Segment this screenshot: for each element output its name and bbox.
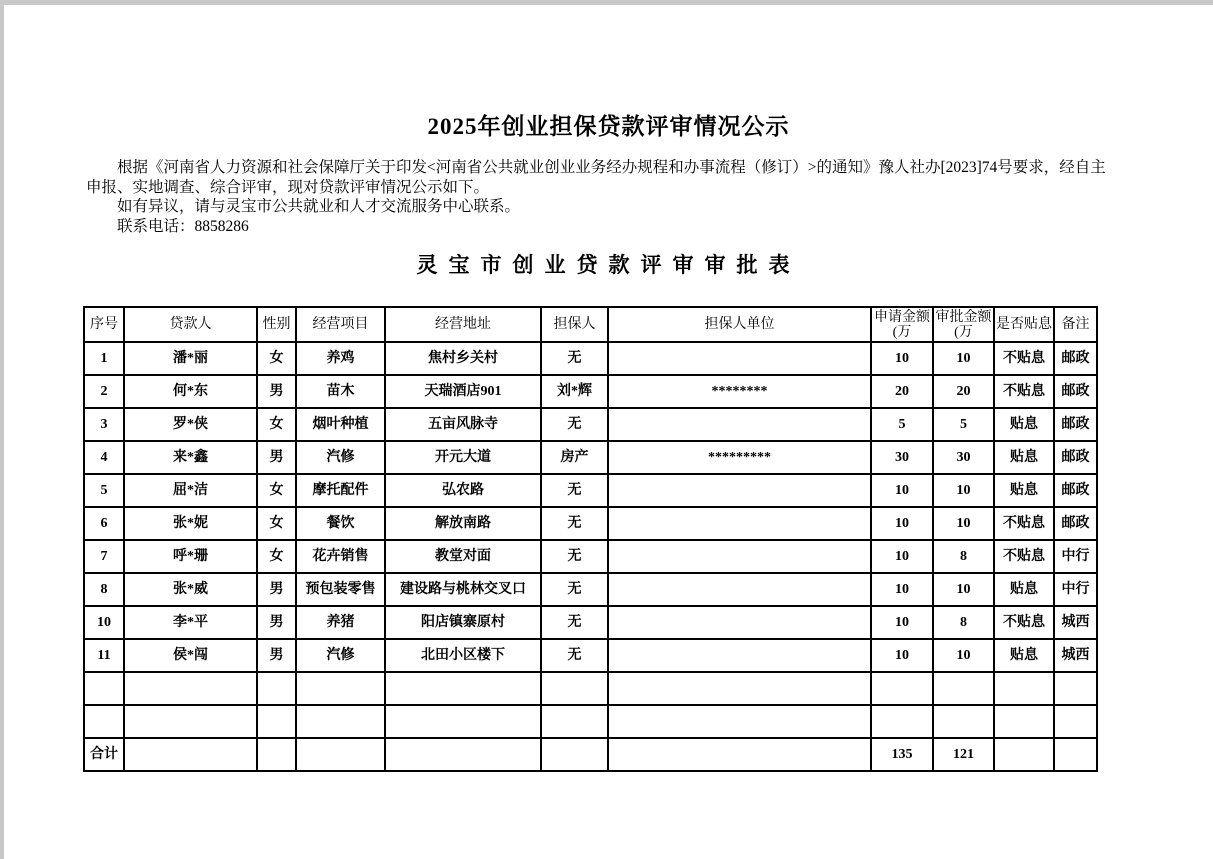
table-row — [84, 408, 1097, 441]
table-cell: 中行 — [1054, 573, 1097, 606]
table-cell: 苗木 — [296, 375, 385, 408]
table-cell: 8 — [933, 606, 994, 639]
table-cell — [124, 705, 257, 738]
table-cell: 7 — [84, 540, 124, 573]
table-cell: 无 — [541, 573, 608, 606]
table-cell: 刘*辉 — [541, 375, 608, 408]
table-cell: 无 — [541, 639, 608, 672]
table-cell — [257, 672, 296, 705]
table-cell: 无 — [541, 342, 608, 375]
table-cell — [608, 606, 871, 639]
table-cell: 10 — [933, 573, 994, 606]
table-cell: 五亩风脉寺 — [385, 408, 541, 441]
column-header: 贷款人 — [124, 307, 257, 342]
table-cell: 男 — [257, 606, 296, 639]
table-cell — [257, 738, 296, 771]
loan-approval-table — [83, 306, 1098, 772]
table-cell: 烟叶种植 — [296, 408, 385, 441]
column-header: 备注 — [1054, 307, 1097, 342]
table-cell: 不贴息 — [994, 606, 1054, 639]
table-cell: 养猪 — [296, 606, 385, 639]
table-cell — [296, 705, 385, 738]
table-cell: 不贴息 — [994, 507, 1054, 540]
table-cell: 李*平 — [124, 606, 257, 639]
table-cell — [84, 705, 124, 738]
table-cell — [1054, 672, 1097, 705]
table-cell — [994, 705, 1054, 738]
table-cell — [608, 408, 871, 441]
table-cell — [994, 672, 1054, 705]
table-cell — [385, 672, 541, 705]
table-cell: 男 — [257, 573, 296, 606]
table-cell: 汽修 — [296, 639, 385, 672]
table-row — [84, 540, 1097, 573]
column-header: 序号 — [84, 307, 124, 342]
table-cell: 3 — [84, 408, 124, 441]
table-cell: 贴息 — [994, 474, 1054, 507]
table-cell: 男 — [257, 375, 296, 408]
table-row — [84, 606, 1097, 639]
table-cell: 20 — [933, 375, 994, 408]
table-cell: 邮政 — [1054, 408, 1097, 441]
table-cell: 10 — [871, 639, 933, 672]
table-cell: 贴息 — [994, 639, 1054, 672]
table-cell: 餐饮 — [296, 507, 385, 540]
table-cell: 花卉销售 — [296, 540, 385, 573]
table-cell: 30 — [933, 441, 994, 474]
header-row — [84, 307, 1097, 342]
table-cell: 预包装零售 — [296, 573, 385, 606]
table-cell — [608, 639, 871, 672]
table-cell: 何*东 — [124, 375, 257, 408]
table-cell: 女 — [257, 540, 296, 573]
table-cell: 邮政 — [1054, 375, 1097, 408]
table-cell: 121 — [933, 738, 994, 771]
table-cell: 潘*丽 — [124, 342, 257, 375]
table-cell — [994, 738, 1054, 771]
table-cell: 20 — [871, 375, 933, 408]
document-title: 2025年创业担保贷款评审情况公示 — [427, 114, 790, 139]
table-cell: 教堂对面 — [385, 540, 541, 573]
table-cell: 罗*侠 — [124, 408, 257, 441]
document-page — [4, 5, 1213, 772]
table-row — [84, 342, 1097, 375]
table-cell: 张*威 — [124, 573, 257, 606]
total-row — [84, 738, 1097, 771]
table-cell: 中行 — [1054, 540, 1097, 573]
table-cell: 开元大道 — [385, 441, 541, 474]
table-cell: 贴息 — [994, 408, 1054, 441]
table-cell: 10 — [871, 606, 933, 639]
table-cell: 摩托配件 — [296, 474, 385, 507]
table-cell: 30 — [871, 441, 933, 474]
table-cell — [1054, 705, 1097, 738]
table-cell: 无 — [541, 474, 608, 507]
table-cell — [608, 474, 871, 507]
table-cell: 5 — [933, 408, 994, 441]
contact-line: 联系电话：8858286 — [117, 217, 249, 235]
table-cell — [871, 705, 933, 738]
table-cell: 无 — [541, 408, 608, 441]
table-cell — [933, 672, 994, 705]
table-cell: 11 — [84, 639, 124, 672]
table-cell: 5 — [84, 474, 124, 507]
table-row — [84, 705, 1097, 738]
table-cell: ********* — [608, 441, 871, 474]
table-cell: 8 — [933, 540, 994, 573]
table-cell: 无 — [541, 507, 608, 540]
table-cell: 6 — [84, 507, 124, 540]
table-cell — [541, 705, 608, 738]
notice-line: 如有异议，请与灵宝市公共就业和人才交流服务中心联系。 — [117, 198, 521, 215]
table-cell — [933, 705, 994, 738]
table-cell: 汽修 — [296, 441, 385, 474]
intro-block — [86, 158, 1109, 236]
table-cell: 不贴息 — [994, 540, 1054, 573]
table-cell: 女 — [257, 507, 296, 540]
column-header: 审批金额(万 — [933, 307, 994, 342]
table-cell: 5 — [871, 408, 933, 441]
table-cell: 养鸡 — [296, 342, 385, 375]
table-cell: 邮政 — [1054, 507, 1097, 540]
table-title: 灵宝市创业贷款评审审批表 — [416, 253, 801, 277]
table-cell — [257, 705, 296, 738]
table-cell: 邮政 — [1054, 441, 1097, 474]
column-header: 经营项目 — [296, 307, 385, 342]
table-cell: 10 — [871, 540, 933, 573]
table-cell — [608, 540, 871, 573]
table-cell: 10 — [871, 342, 933, 375]
table-cell: 10 — [871, 507, 933, 540]
table-row — [84, 474, 1097, 507]
table-cell — [296, 672, 385, 705]
table-cell: 天瑞酒店901 — [385, 375, 541, 408]
table-cell — [608, 738, 871, 771]
table-cell: 135 — [871, 738, 933, 771]
table-row — [84, 573, 1097, 606]
table-cell: 焦村乡关村 — [385, 342, 541, 375]
table-cell: 2 — [84, 375, 124, 408]
table-cell: 合计 — [84, 738, 124, 771]
table-cell: 侯*闯 — [124, 639, 257, 672]
table-row — [84, 639, 1097, 672]
table-cell: 10 — [933, 639, 994, 672]
table-cell: 邮政 — [1054, 342, 1097, 375]
table-cell: 屈*洁 — [124, 474, 257, 507]
table-cell — [385, 738, 541, 771]
table-cell: 女 — [257, 474, 296, 507]
table-cell: 阳店镇寨原村 — [385, 606, 541, 639]
table-cell: 不贴息 — [994, 342, 1054, 375]
table-cell: 邮政 — [1054, 474, 1097, 507]
table-row — [84, 441, 1097, 474]
table-cell — [385, 705, 541, 738]
table-cell: 女 — [257, 408, 296, 441]
column-header: 担保人 — [541, 307, 608, 342]
column-header: 是否贴息 — [994, 307, 1054, 342]
table-cell — [124, 738, 257, 771]
table-cell: 男 — [257, 441, 296, 474]
table-cell: 建设路与桃林交叉口 — [385, 573, 541, 606]
table-cell — [608, 672, 871, 705]
table-cell: 无 — [541, 606, 608, 639]
table-cell: 贴息 — [994, 441, 1054, 474]
table-cell: 男 — [257, 639, 296, 672]
table-row — [84, 375, 1097, 408]
table-cell: 贴息 — [994, 573, 1054, 606]
table-cell: 4 — [84, 441, 124, 474]
column-header: 申请金额(万 — [871, 307, 933, 342]
table-cell — [871, 672, 933, 705]
table-cell — [541, 738, 608, 771]
table-cell: 10 — [871, 474, 933, 507]
table-cell: 解放南路 — [385, 507, 541, 540]
table-cell — [608, 342, 871, 375]
table-cell — [608, 573, 871, 606]
column-header: 经营地址 — [385, 307, 541, 342]
table-cell: 来*鑫 — [124, 441, 257, 474]
table-cell: 呼*珊 — [124, 540, 257, 573]
table-cell — [608, 705, 871, 738]
table-cell: ******** — [608, 375, 871, 408]
table-cell: 10 — [933, 342, 994, 375]
table-cell: 10 — [933, 474, 994, 507]
table-cell: 城西 — [1054, 606, 1097, 639]
intro-paragraph: 根据《河南省人力资源和社会保障厅关于印发<河南省公共就业创业业务经办规程和办事流程（修订）>的通知》豫人社办[2023]74号要求，经自主申报、实地调查、综合评审，现对贷款评审情况公示如下。 — [86, 159, 1106, 196]
table-cell: 10 — [871, 573, 933, 606]
table-cell — [608, 507, 871, 540]
table-cell: 张*妮 — [124, 507, 257, 540]
table-cell — [124, 672, 257, 705]
table-cell: 房产 — [541, 441, 608, 474]
table-body — [84, 342, 1097, 771]
table-cell — [541, 672, 608, 705]
table-cell: 1 — [84, 342, 124, 375]
table-cell: 无 — [541, 540, 608, 573]
table-cell: 10 — [84, 606, 124, 639]
table-cell: 10 — [933, 507, 994, 540]
table-cell: 女 — [257, 342, 296, 375]
table-cell: 8 — [84, 573, 124, 606]
table-row — [84, 507, 1097, 540]
table-cell — [296, 738, 385, 771]
table-row — [84, 672, 1097, 705]
table-cell — [84, 672, 124, 705]
table-cell: 弘农路 — [385, 474, 541, 507]
column-header: 担保人单位 — [608, 307, 871, 342]
column-header: 性别 — [257, 307, 296, 342]
table-cell: 北田小区楼下 — [385, 639, 541, 672]
table-cell — [1054, 738, 1097, 771]
table-cell: 城西 — [1054, 639, 1097, 672]
table-cell: 不贴息 — [994, 375, 1054, 408]
